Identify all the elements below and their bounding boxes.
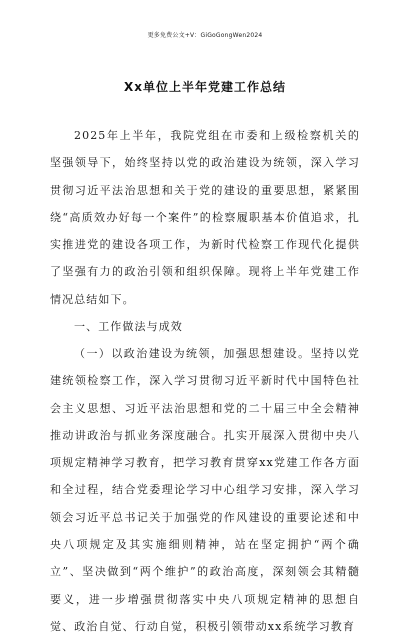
- section-heading: 一、工作做法与成效: [74, 320, 183, 333]
- document-title: Xx单位上半年党建工作总结: [124, 80, 286, 94]
- body-paragraph: （一）以政治建设为统领，加强思想建设。坚持以党建统领检察工作，深入学习贯彻习近平新时代中国特色社会主义思想、习近平法治思想和党的二十届三中全会精神推动讲政治与抓业务深度融合。扎实开展深入贯彻中央八项规定精神学习教育，把学习教育贯穿xx党建工作各方面和全过程，结合党委理论学习中心组学习安排，深入学习领会习近平总书记关于加强党的作风建设的重要论述和中央八项规定及其实施细则精神，站在坚定拥护“两个确立”、坚决做到“两个维护”的政治高度，深刻领会其精髓要义，进一步增强贯彻落实中央八项规定精神的思想自觉、政治自觉、行动自觉，积极引领带动xx系统学习教育: [50, 347, 360, 633]
- header-note: 更多免费公文+V：GiGoGongWen2024: [147, 32, 263, 39]
- intro-paragraph: 2025年上半年，我院党组在市委和上级检察机关的坚强领导下，始终坚持以党的政治建设为统领，深入学习贯彻习近平法治思想和关于党的建设的重要思想，紧紧围绕“高质效办好每一个案件”的检察履职基本价值追求，扎实推进党的建设各项工作，为新时代检察工作现代化提供了坚强有力的政治引领和组织保障。现将上半年党建工作情况总结如下。: [50, 129, 360, 306]
